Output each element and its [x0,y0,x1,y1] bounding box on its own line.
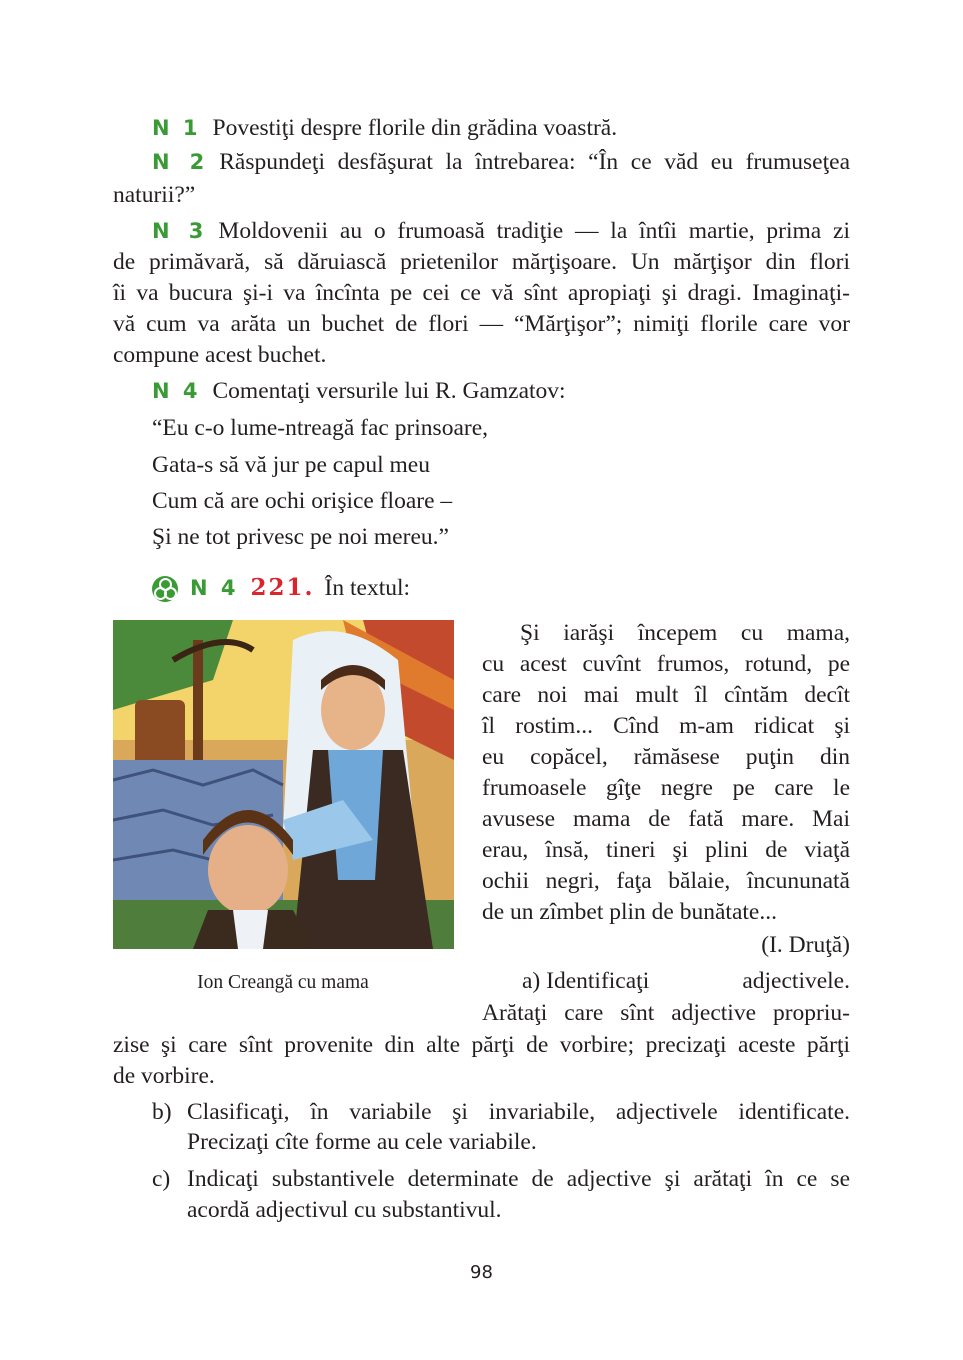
task-b-label: b) [152,1099,172,1125]
poem-line: “Eu c-o lume-ntreagă fac prinsoare, [152,415,488,441]
quote-line: erau, însă, tineri şi plini de viaţă [482,837,850,863]
quote-line: cu acest cuvînt frumos, rotund, pe [482,651,850,677]
quote-line: Şi iarăşi începem cu mama, [520,620,850,646]
exercise-intro: În textul: [324,575,411,601]
quote-line: îl rostim... Cînd m-am ridicat şi [482,713,850,739]
image-caption: Ion Creangă cu mama [197,972,369,993]
exercise-n3-line2: de primăvară, să dăruiască prietenilor mărţişoare. Un mărţişor din flori [113,249,850,275]
mother-and-child-illustration [113,620,454,949]
exercise-text: Moldovenii au o frumoasă tradiţie — la întîi martie, prima zi [218,218,850,244]
group-work-icon [152,576,178,602]
exercise-n3-line1 [152,216,850,247]
quote-line: de un zîmbet plin de bunătate... [482,899,777,925]
quote-line: frumoasele gîţe negre pe care le [482,775,850,801]
exercise-n3-line5: compune acest buchet. [113,342,327,368]
quote-line: ochii negri, faţa bălaie, încununată [482,868,850,894]
quote-line: eu copăcel, rămăsese puţin din [482,744,850,770]
quote-author: (I. Druţă) [761,932,850,958]
exercise-mark: N 1 [152,116,201,140]
exercise-n3-line4: vă cum va arăta un buchet de flori — “Mărţişor”; nimiţi florile care vor [113,311,850,337]
poem-line: Şi ne tot privesc pe noi mereu.” [152,524,449,550]
exercise-mark: N 4 [152,379,201,403]
poem-line: Gata-s să vă jur pe capul meu [152,452,430,478]
task-b-line: Clasificaţi, în variabile şi invariabile, adjectivele identificate. [187,1099,850,1125]
exercise-text: Comentaţi versurile lui R. Gamzatov: [212,378,566,404]
poem-line: Cum că are ochi orişice floare – [152,488,453,514]
exercise-n2-line2: naturii?” [113,182,196,208]
exercise-n4 [152,376,566,406]
task-a-line: de vorbire. [113,1063,215,1089]
task-word: Identificaţi [546,968,650,994]
exercise-text: Povestiţi despre florile din grădina voastră. [212,115,618,141]
task-label: a) [522,968,541,994]
page-number: 98 [470,1262,493,1283]
exercise-n1 [152,113,617,143]
exercise-221-header [190,573,410,603]
task-c-label: c) [152,1166,171,1192]
exercise-n2-line1 [152,147,850,178]
exercise-mark: N 2 [152,150,208,174]
quote-line: care noi mai mult îl cîntăm decît [482,682,850,708]
task-a-label-and-word [522,966,649,997]
task-c-line: Indicaţi substantivele determinate de adjective şi arătaţi în ce se [187,1166,850,1192]
task-b-line: Precizaţi cîte forme au cele variabile. [187,1129,537,1155]
exercise-n3-line3: îi va bucura şi-i va încînta pe cei ce vă sînt apropiaţi şi dragi. Imaginaţi- [113,280,850,306]
task-a-line: Arătaţi care sînt adjective propriu- [482,1000,850,1026]
exercise-text: Răspundeţi desfăşurat la întrebarea: “În ce văd eu frumuseţea [219,149,851,175]
task-c-line: acordă adjectivul cu substantivul. [187,1197,502,1223]
exercise-number: 221. [250,574,315,601]
exercise-mark: N 3 [152,219,207,243]
task-a-line: zise şi care sînt provenite din alte părţi de vorbire; precizaţi aceste părţi [113,1032,850,1058]
quote-line: avusese mama de fată mare. Mai [482,806,850,832]
exercise-mark: N 4 [190,576,239,600]
task-a-word: adjectivele. [742,968,850,994]
